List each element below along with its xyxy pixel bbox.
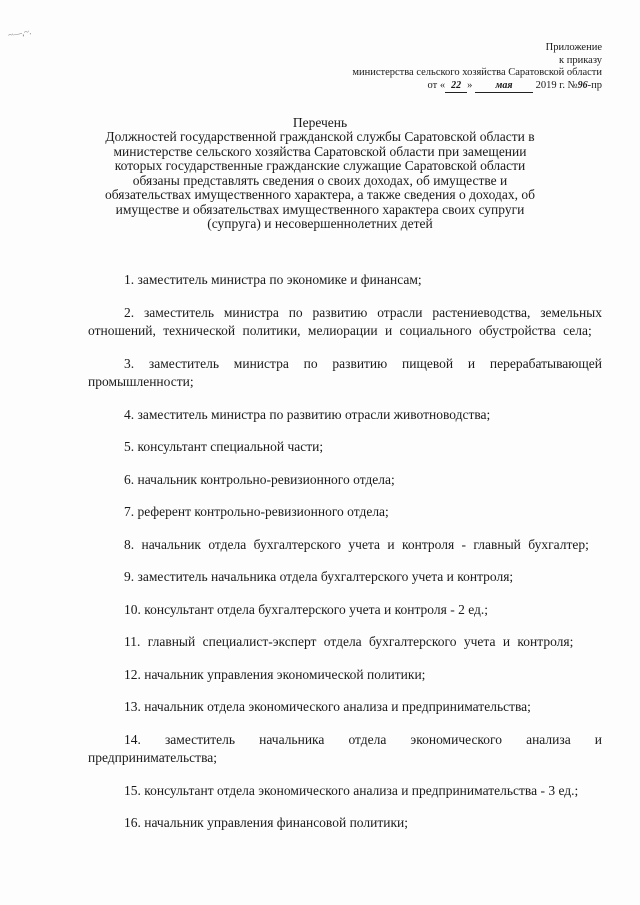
list-item: 13. начальник отдела экономического анализа и предпринимательства; [124, 699, 531, 714]
appendix-line-1: Приложение [545, 42, 602, 53]
list-item: 12. начальник управления экономической политики; [124, 666, 426, 682]
list-item: 8. начальник отдела бухгалтерского учета и контроля - главный бухгалтер; [124, 536, 589, 552]
list-item: 16. начальник управления финансовой политики; [124, 815, 408, 830]
list-item: 15. консультант отдела экономического анализа и предпринимательства - 3 ед.; [124, 782, 579, 798]
date-day: 22 [445, 80, 467, 94]
list-item: 3. заместитель министра по развитию пищевой и перерабатывающей промышленности; [88, 355, 602, 389]
positions-list [88, 271, 602, 847]
list-item: 10. консультант отдела бухгалтерского учета и контроля - 2 ед.; [124, 601, 489, 617]
appendix-date-line [302, 80, 602, 94]
date-month: мая [475, 80, 533, 94]
appendix-line-3: министерства сельского хозяйства Саратовской области [352, 67, 602, 79]
page-subtitle: Должностей государственной гражданской службы Саратовской области в министерстве сельского хозяйства Саратовской области при замещении которых государственные гражданские служащие Саратовской области обязаны представлять сведения о своих доходах, об имуществе и обязательствах имущественного характера, а также сведения о доходах, об имуществе и обязательствах имущественного характера своих супруги (супруга) и несовершеннолетних детей [105, 129, 535, 231]
corner-mark: ~—,~. [7, 26, 32, 40]
order-number: 96 [577, 79, 588, 91]
date-prefix: от « [427, 79, 446, 91]
list-item: 6. начальник контрольно-ревизионного отдела; [124, 471, 395, 487]
page-title: Перечень [292, 115, 348, 130]
appendix-line-2: к приказу [559, 54, 602, 66]
list-item: 1. заместитель министра по экономике и финансам; [124, 272, 422, 287]
list-item: 7. референт контрольно-ревизионного отдела; [124, 504, 389, 519]
list-item: 14. заместитель начальника отдела экономического анализа и предпринимательства; [88, 731, 602, 765]
order-number-suffix: -пр [587, 79, 602, 91]
list-item: 5. консультант специальной части; [124, 439, 324, 454]
list-item: 11. главный специалист-эксперт отдела бухгалтерского учета и контроля; [124, 634, 574, 649]
date-mid: » [467, 79, 473, 91]
list-item: 4. заместитель министра по развитию отрасли животноводства; [124, 406, 491, 422]
list-item: 9. заместитель начальника отдела бухгалтерского учета и контроля; [124, 569, 514, 584]
date-year: 2019 г. № [535, 79, 578, 91]
appendix-header [302, 42, 602, 93]
list-item: 2. заместитель министра по развитию отрасли растениеводства, земельных отношений, технической политики, мелиорации и социального обустройства села; [88, 304, 602, 338]
